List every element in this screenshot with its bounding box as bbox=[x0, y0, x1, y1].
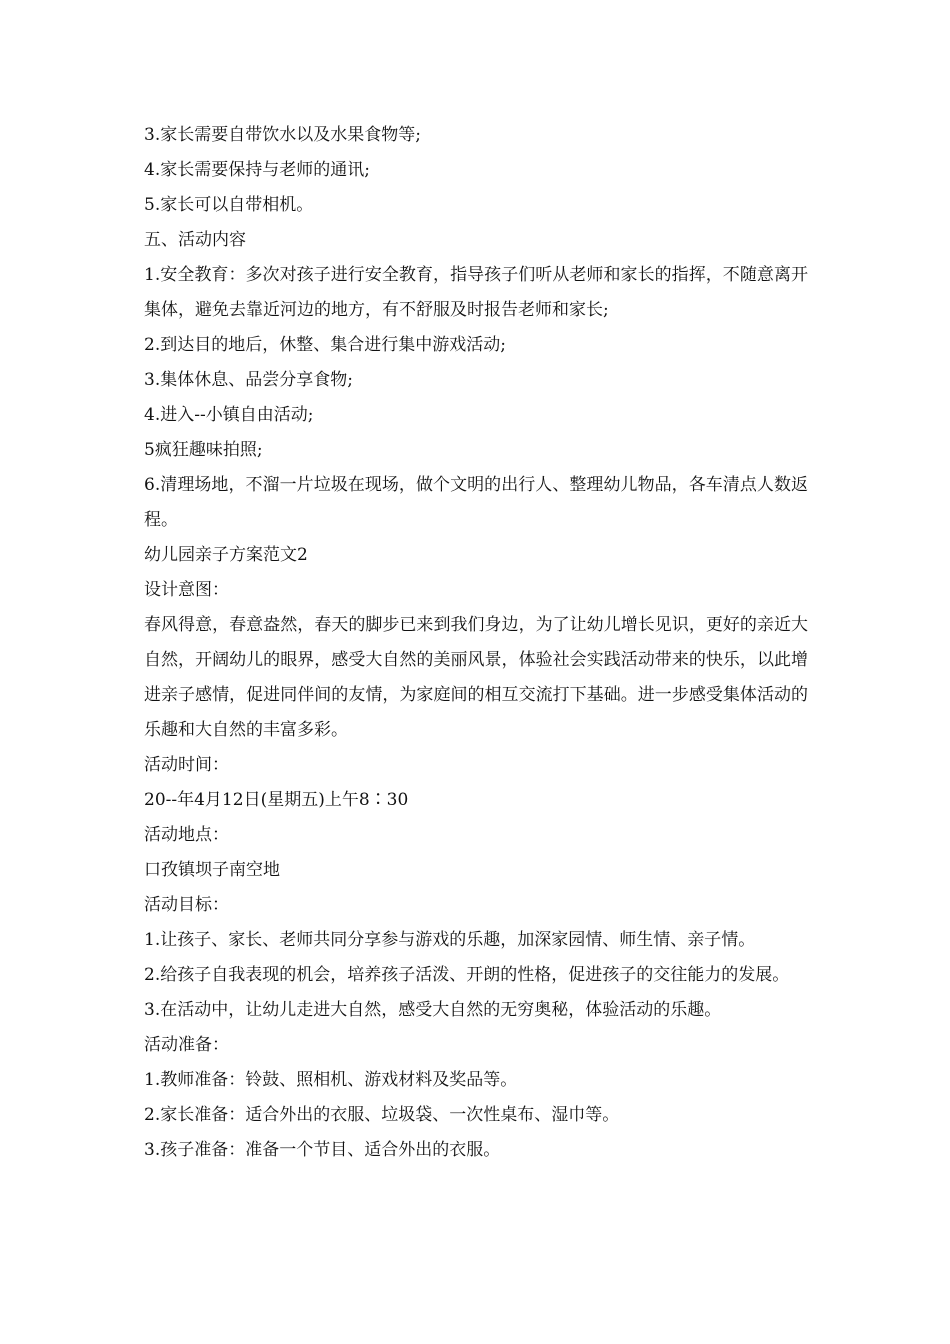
list-item-goal-1: 1.让孩子、家长、老师共同分享参与游戏的乐趣，加深家园情、师生情、亲子情。 bbox=[144, 930, 756, 950]
document-page bbox=[144, 118, 808, 1168]
section-heading-activity-content: 五、活动内容 bbox=[144, 230, 246, 250]
list-item-arrival-games: 2.到达目的地后，休整、集合进行集中游戏活动; bbox=[144, 335, 506, 355]
list-item-goal-3: 3.在活动中，让幼儿走进大自然，感受大自然的无穷奥秘，体验活动的乐趣。 bbox=[144, 1000, 722, 1020]
list-item-parent-prep: 2.家长准备：适合外出的衣服、垃圾袋、一次性桌布、湿巾等。 bbox=[144, 1105, 620, 1125]
list-item-drinking-water: 3.家长需要自带饮水以及水果食物等; bbox=[144, 125, 421, 145]
list-item-photos: 5疯狂趣味拍照; bbox=[144, 440, 263, 460]
list-item-cleanup: 6.清理场地，不溜一片垃圾在现场，做个文明的出行人、整理幼儿物品，各车清点人数返程。 bbox=[144, 475, 808, 530]
section-heading-design-intent: 设计意图： bbox=[144, 580, 229, 600]
activity-location-value: 口孜镇坝子南空地 bbox=[144, 860, 280, 880]
list-item-goal-2: 2.给孩子自我表现的机会，培养孩子活泼、开朗的性格，促进孩子的交往能力的发展。 bbox=[144, 965, 790, 985]
list-item-teacher-prep: 1.教师准备：铃鼓、照相机、游戏材料及奖品等。 bbox=[144, 1070, 518, 1090]
section-heading-activity-preparation: 活动准备： bbox=[144, 1035, 229, 1055]
list-item-keep-contact: 4.家长需要保持与老师的通讯; bbox=[144, 160, 370, 180]
document-subtitle: 幼儿园亲子方案范文2 bbox=[144, 545, 308, 565]
section-heading-activity-time: 活动时间： bbox=[144, 755, 229, 775]
section-heading-activity-goals: 活动目标： bbox=[144, 895, 229, 915]
paragraph-design-intent: 春风得意，春意盎然，春天的脚步已来到我们身边，为了让幼儿增长见识，更好的亲近大自然，开阔幼儿的眼界，感受大自然的美丽风景，体验社会实践活动带来的快乐，以此增进亲子感情，促进同伴间的友情，为家庭间的相互交流打下基础。进一步感受集体活动的乐趣和大自然的丰富多彩。 bbox=[144, 615, 808, 740]
list-item-safety-education: 1.安全教育：多次对孩子进行安全教育，指导孩子们听从老师和家长的指挥，不随意离开集体，避免去靠近河边的地方，有不舒服及时报告老师和家长; bbox=[144, 265, 808, 320]
list-item-rest-share-food: 3.集体休息、品尝分享食物; bbox=[144, 370, 353, 390]
list-item-bring-camera: 5.家长可以自带相机。 bbox=[144, 195, 314, 215]
activity-time-value: 20--年4月12日(星期五)上午8∶30 bbox=[144, 790, 409, 810]
list-item-child-prep: 3.孩子准备：准备一个节目、适合外出的衣服。 bbox=[144, 1140, 501, 1160]
list-item-free-activity: 4.进入--小镇自由活动; bbox=[144, 405, 314, 425]
section-heading-activity-location: 活动地点： bbox=[144, 825, 229, 845]
